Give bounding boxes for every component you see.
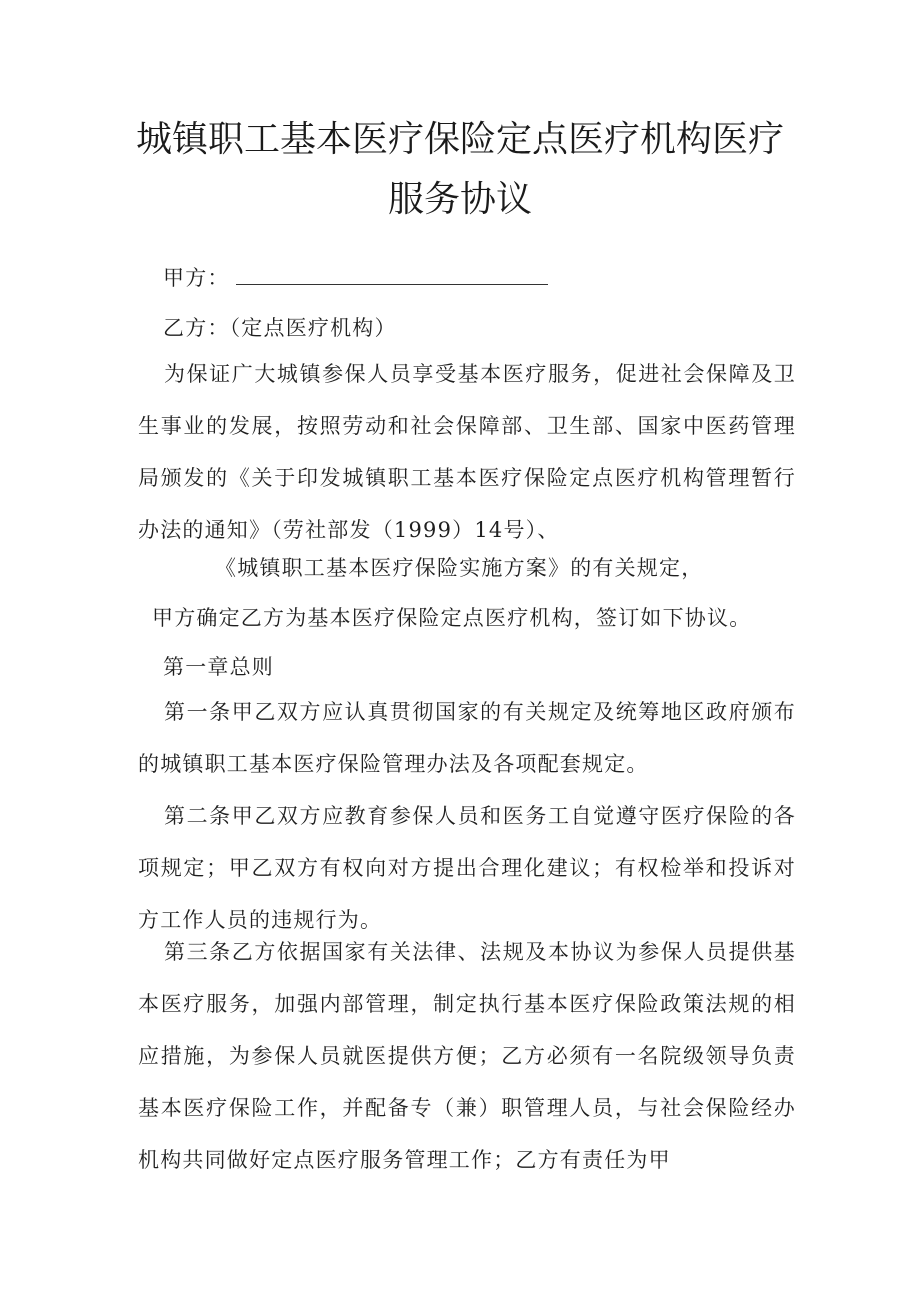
party-a-blank xyxy=(236,264,548,285)
document-title xyxy=(120,110,800,230)
article-1: 第一条甲乙双方应认真贯彻国家的有关规定及统筹地区政府颁布的城镇职工基本医疗保险管理办法及各项配套规定。 xyxy=(138,700,796,776)
intro-paragraph: 为保证广大城镇参保人员享受基本医疗服务，促进社会保障及卫生事业的发展，按照劳动和社会保障部、卫生部、国家中医药管理局颁发的《关于印发城镇职工基本医疗保险定点医疗机构管理暂行办法的通知》（劳社部发（1999）14号）、 xyxy=(138,362,796,542)
intro-line-3: 甲方确定乙方为基本医疗保险定点医疗机构，签订如下协议。 xyxy=(152,606,752,630)
chapter-1-heading: 第一章总则 xyxy=(163,655,274,679)
article-2: 第二条甲乙双方应教育参保人员和医务工自觉遵守医疗保险的各项规定；甲乙双方有权向对方提出合理化建议；有权检举和投诉对方工作人员的违规行为。 xyxy=(138,804,796,932)
party-a-label: 甲方： xyxy=(163,266,230,290)
party-b-line: 乙方：（定点医疗机构） xyxy=(163,316,397,340)
party-a-line xyxy=(163,262,548,292)
intro-line-2: 《城镇职工基本医疗保险实施方案》的有关规定， xyxy=(215,556,704,580)
article-3: 第三条乙方依据国家有关法律、法规及本协议为参保人员提供基本医疗服务，加强内部管理，制定执行基本医疗保险政策法规的相应措施，为参保人员就医提供方便；乙方必须有一名院级领导负责基本医疗保险工作，并配备专（兼）职管理人员，与社会保险经办机构共同做好定点医疗服务管理工作；乙方有责任为甲 xyxy=(138,940,796,1172)
title-line-1: 城镇职工基本医疗保险定点医疗机构医疗 xyxy=(135,119,784,160)
title-line-2: 服务协议 xyxy=(387,179,532,220)
